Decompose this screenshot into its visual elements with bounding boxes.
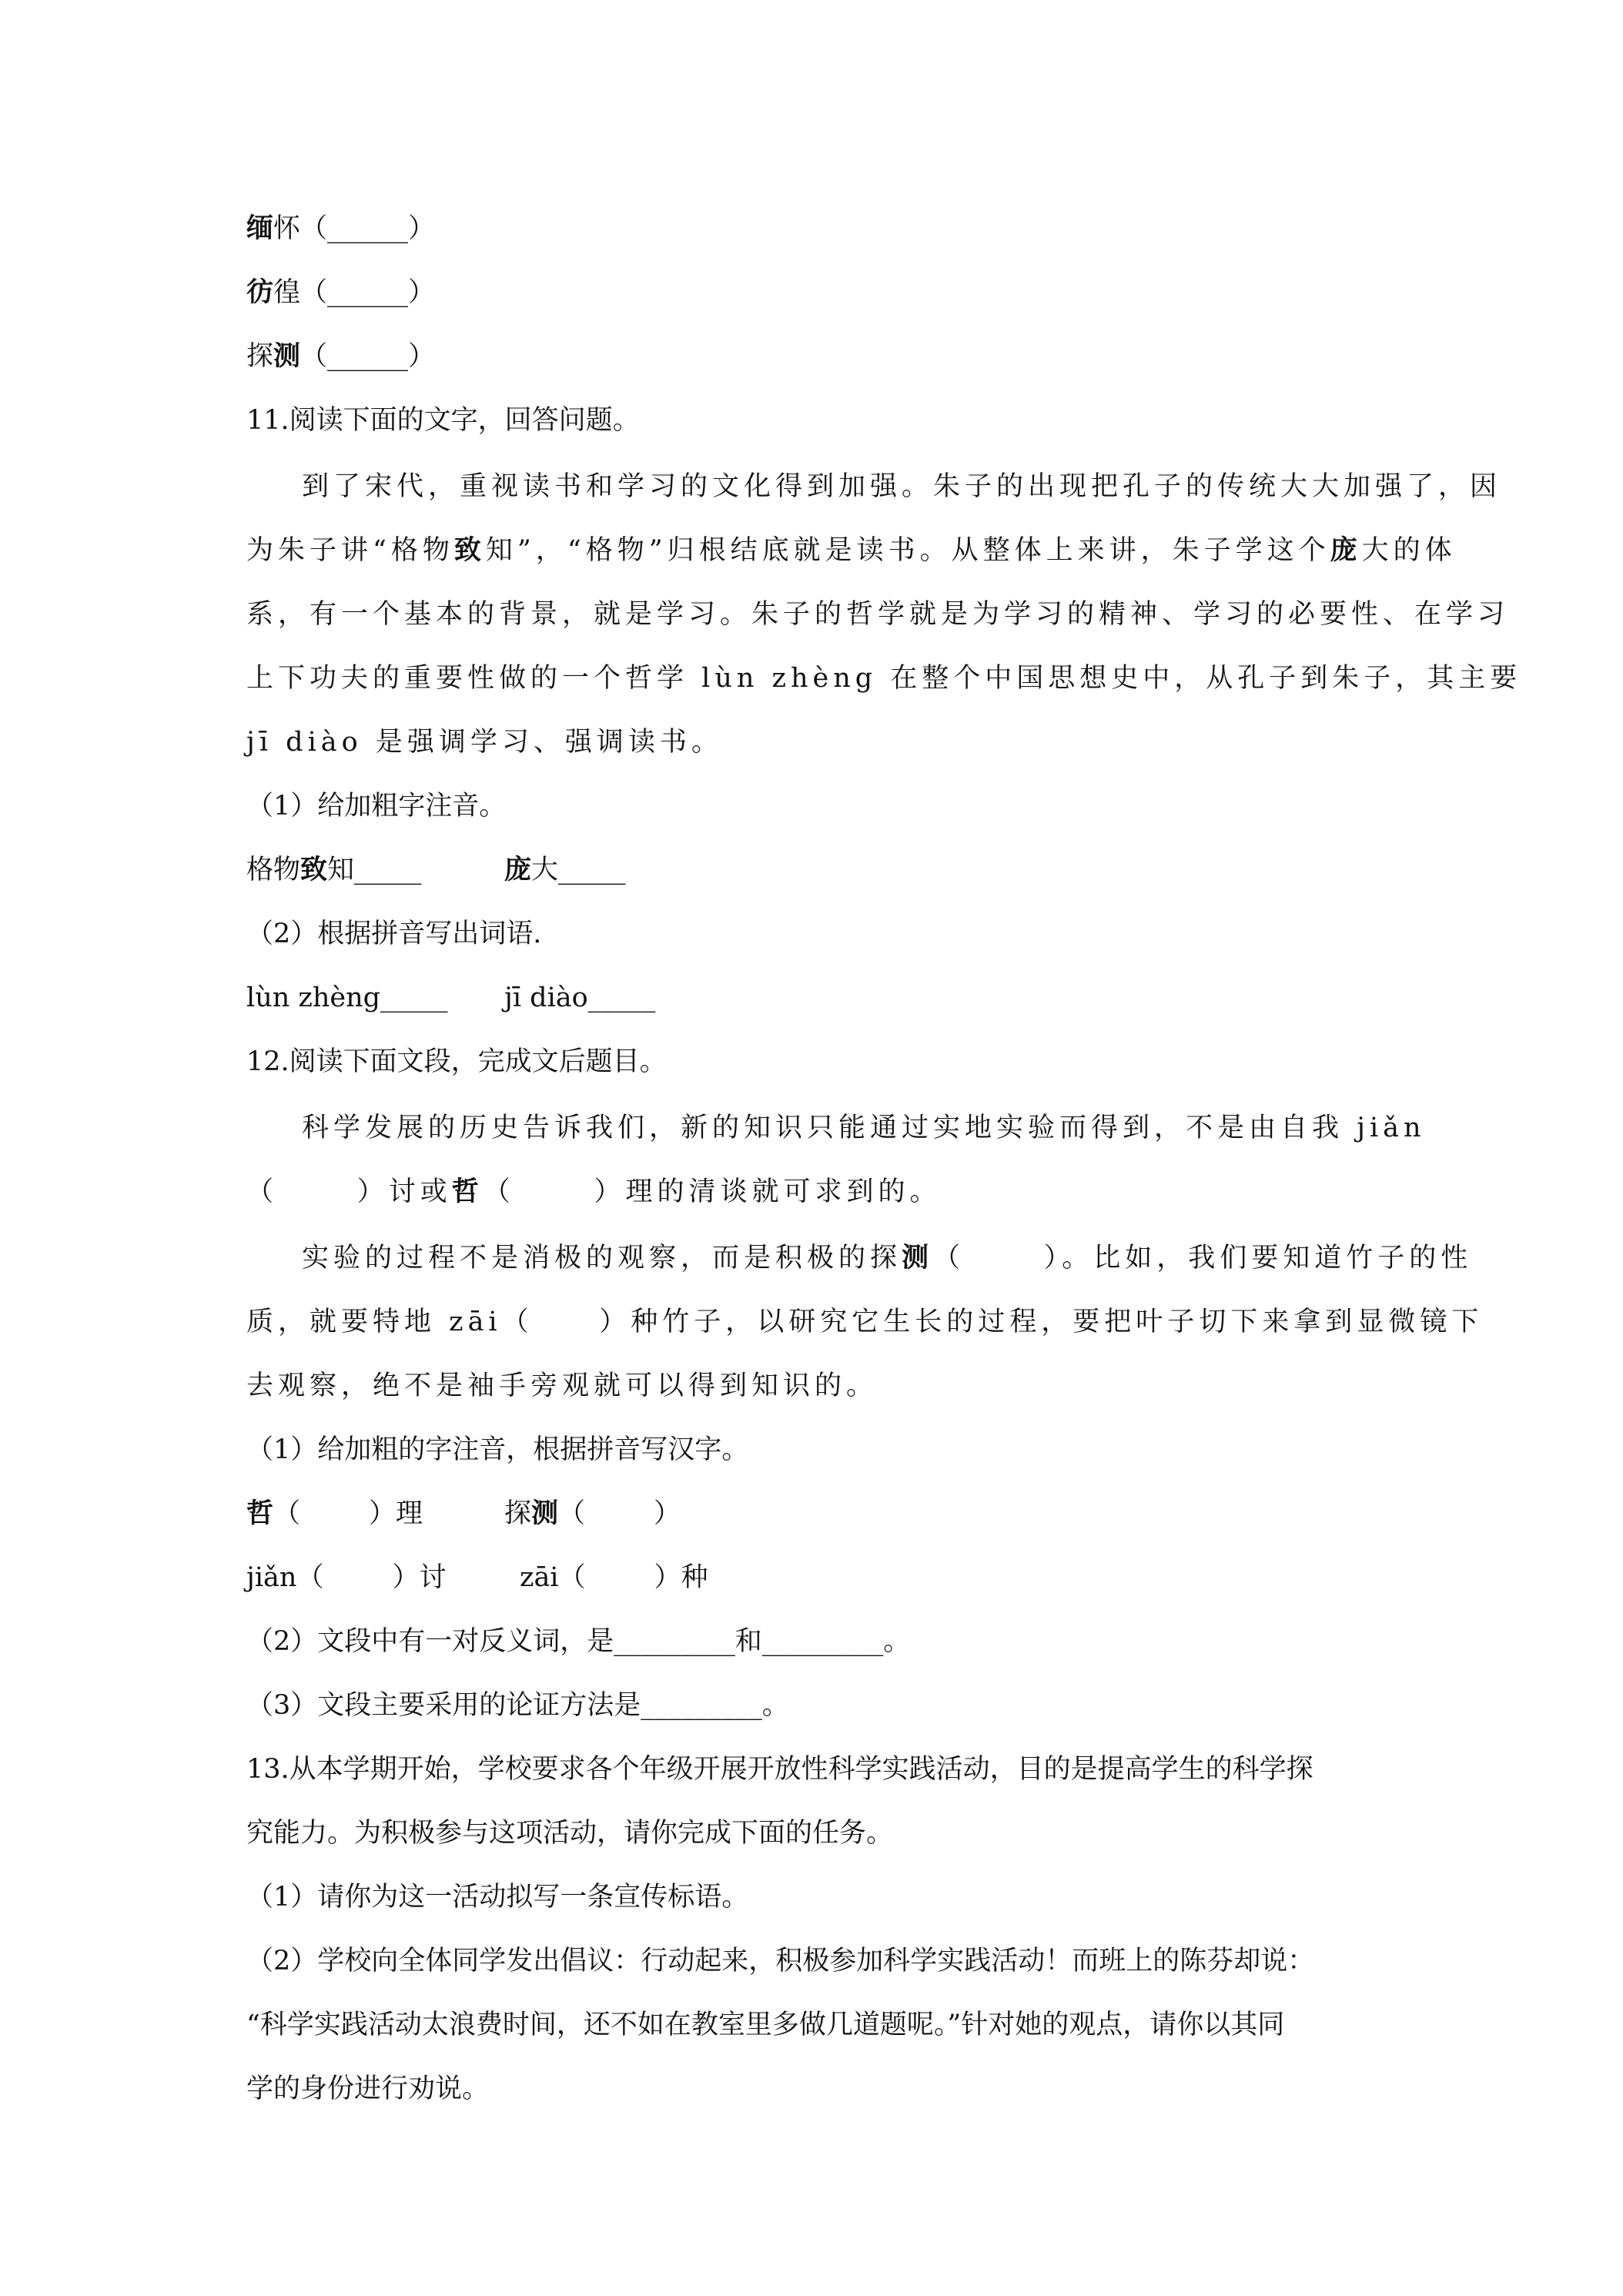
vocab-item-3 — [246, 337, 435, 376]
answer-item: jī diào_____ — [504, 982, 656, 1013]
answer-item: 探测（ ） — [504, 1498, 681, 1529]
q12-sub-question-2: （2）文段中有一对反义词，是_________和_________。 — [246, 1626, 911, 1657]
bold-char: 哲 — [451, 1176, 484, 1207]
q13-sub-question-2: （2）学校向全体同学发出倡议：行动起来，积极参加科学实践活动！而班上的陈芬却说： — [246, 1946, 1315, 1976]
bold-char: 测 — [902, 1242, 934, 1274]
question-13-title: 13.从本学期开始，学校要求各个年级开展开放性科学实践活动，目的是提高学生的科学探 — [246, 1754, 1313, 1785]
vocab-item-1 — [246, 209, 435, 248]
passage-line: 系，有一个基本的背景，就是学习。朱子的哲学就是为学习的精神、学习的必要性、在学习 — [246, 599, 1510, 630]
answer-item: 庞大_____ — [504, 854, 626, 885]
vocab-text: 怀（______） — [273, 213, 436, 244]
q13-sub-question-2-cont: 学的身份进行劝说。 — [246, 2073, 490, 2104]
question-12-title: 12.阅读下面文段，完成文后题目。 — [246, 1046, 667, 1077]
bold-char: 庞 — [1330, 534, 1362, 566]
vocab-item-2 — [246, 273, 435, 312]
bold-char: 致 — [453, 534, 486, 566]
answer-item: zāi（ ）种 — [520, 1562, 708, 1593]
q13-sub-question-1: （1）请你为这一活动拟写一条宣传标语。 — [246, 1882, 749, 1913]
vocab-text: 探 — [246, 341, 274, 372]
q12-answer-row-2: jiǎn（ ）讨 zāi（ ）种 — [246, 1558, 446, 1597]
q11-sub-question-1: （1）给加粗字注音。 — [246, 791, 507, 822]
passage-line: 到了宋代，重视读书和学习的文化得到加强。朱子的出现把孔子的传统大大加强了，因 — [302, 471, 1502, 502]
passage-line: 实验的过程不是消极的观察，而是积极的探测（ ）。比如，我们要知道竹子的性 — [302, 1242, 1473, 1274]
q12-sub-question-1: （1）给加粗的字注音，根据拼音写汉字。 — [246, 1434, 749, 1465]
q12-sub-question-3: （3）文段主要采用的论证方法是_________。 — [246, 1690, 789, 1721]
passage-line: 去观察，绝不是袖手旁观就可以得到知识的。 — [246, 1371, 878, 1401]
passage-line: 科学发展的历史告诉我们，新的知识只能通过实地实验而得到，不是由自我 jiǎn — [302, 1113, 1426, 1143]
bold-char: 测 — [273, 340, 301, 372]
passage-line: 质，就要特地 zāi（ ）种竹子，以研究它生长的过程，要把叶子切下来拿到显微镜下 — [246, 1307, 1484, 1337]
question-11-title: 11.阅读下面的文字，回答问题。 — [246, 405, 640, 436]
passage-line: （ ）讨或哲（ ）理的清谈就可求到的。 — [246, 1176, 942, 1207]
bold-char: 致 — [300, 854, 328, 885]
vocab-text: （______） — [300, 341, 436, 372]
q11-answer-row-1: 格物致知_____ 庞大_____ — [246, 851, 422, 889]
q11-answer-row-2: lùn zhèng_____ jī diào_____ — [246, 979, 448, 1017]
bold-char: 测 — [531, 1498, 559, 1529]
passage-line: jī diào 是强调学习、强调读书。 — [246, 727, 723, 758]
question-13-title-cont: 究能力。为积极参与这项活动，请你完成下面的任务。 — [246, 1818, 894, 1849]
passage-line: 上下功夫的重要性做的一个哲学 lùn zhèng 在整个中国思想史中，从孔子到朱子，其主要 — [246, 663, 1522, 694]
bold-char: 缅 — [246, 213, 274, 244]
q11-sub-question-2: （2）根据拼音写出词语. — [246, 919, 542, 949]
bold-char: 彷 — [246, 276, 274, 308]
bold-char: 庞 — [504, 854, 532, 885]
passage-line: 为朱子讲“格物致知”，“格物”归根结底就是读书。从整体上来讲，朱子学这个庞大的体 — [246, 534, 1457, 566]
bold-char: 哲 — [246, 1498, 274, 1529]
q13-sub-question-2-cont: “科学实践活动太浪费时间，还不如在教室里多做几道题呢。”针对她的观点，请你以其同 — [246, 2010, 1285, 2040]
vocab-text: 徨（______） — [273, 277, 436, 308]
q12-answer-row-1: 哲（ ）理 探测（ ） — [246, 1494, 423, 1533]
